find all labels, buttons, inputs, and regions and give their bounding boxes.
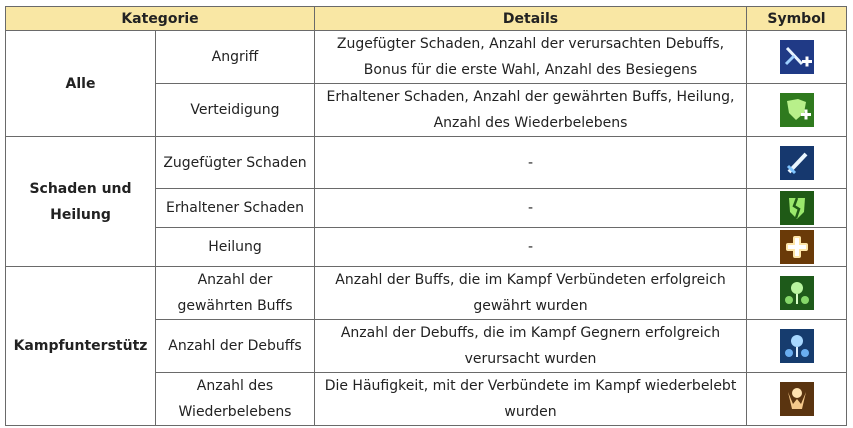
debuff-icon bbox=[780, 329, 814, 363]
subcategory-cell: Anzahl des Wiederbelebens bbox=[156, 373, 315, 426]
table-row bbox=[6, 137, 847, 189]
symbol-cell bbox=[747, 373, 847, 426]
details-cell: Anzahl der Debuffs, die im Kampf Gegnern erfolgreich verursacht wurden bbox=[315, 320, 747, 373]
sword-icon bbox=[780, 146, 814, 180]
subcategory-cell: Anzahl der gewährten Buffs bbox=[156, 267, 315, 320]
shield-plus-icon bbox=[780, 93, 814, 127]
symbol-cell bbox=[747, 267, 847, 320]
category-schaden-und-heilung: Schaden und Heilung bbox=[6, 137, 156, 267]
subcategory-cell: Zugefügter Schaden bbox=[156, 137, 315, 189]
category-alle: Alle bbox=[6, 31, 156, 137]
details-cell: Die Häufigkeit, mit der Verbündete im Kampf wiederbelebt wurden bbox=[315, 373, 747, 426]
category-table-container bbox=[5, 6, 847, 426]
details-cell: Erhaltener Schaden, Anzahl der gewährten Buffs, Heilung, Anzahl des Wiederbelebens bbox=[315, 84, 747, 137]
buff-icon bbox=[780, 276, 814, 310]
subcategory-cell: Angriff bbox=[156, 31, 315, 84]
table-row bbox=[6, 267, 847, 320]
symbol-cell bbox=[747, 31, 847, 84]
subcategory-cell: Anzahl der Debuffs bbox=[156, 320, 315, 373]
header-symbol: Symbol bbox=[747, 7, 847, 31]
heal-cross-icon bbox=[780, 230, 814, 264]
symbol-cell bbox=[747, 137, 847, 189]
symbol-cell bbox=[747, 189, 847, 228]
header-kategorie: Kategorie bbox=[6, 7, 315, 31]
details-cell: - bbox=[315, 228, 747, 267]
subcategory-cell: Heilung bbox=[156, 228, 315, 267]
details-cell: - bbox=[315, 189, 747, 228]
symbol-cell bbox=[747, 320, 847, 373]
header-details: Details bbox=[315, 7, 747, 31]
category-table bbox=[5, 6, 847, 426]
header-row bbox=[6, 7, 847, 31]
subcategory-cell: Verteidigung bbox=[156, 84, 315, 137]
symbol-cell bbox=[747, 84, 847, 137]
details-cell: Zugefügter Schaden, Anzahl der verursachten Debuffs, Bonus für die erste Wahl, Anzahl des Besiegens bbox=[315, 31, 747, 84]
details-cell: Anzahl der Buffs, die im Kampf Verbündeten erfolgreich gewährt wurden bbox=[315, 267, 747, 320]
sword-plus-icon bbox=[780, 40, 814, 74]
symbol-cell bbox=[747, 228, 847, 267]
category-kampfunterstuetz: Kampfunterstütz bbox=[6, 267, 156, 426]
details-cell: - bbox=[315, 137, 747, 189]
subcategory-cell: Erhaltener Schaden bbox=[156, 189, 315, 228]
broken-shield-icon bbox=[780, 191, 814, 225]
revive-icon bbox=[780, 382, 814, 416]
table-row bbox=[6, 31, 847, 84]
